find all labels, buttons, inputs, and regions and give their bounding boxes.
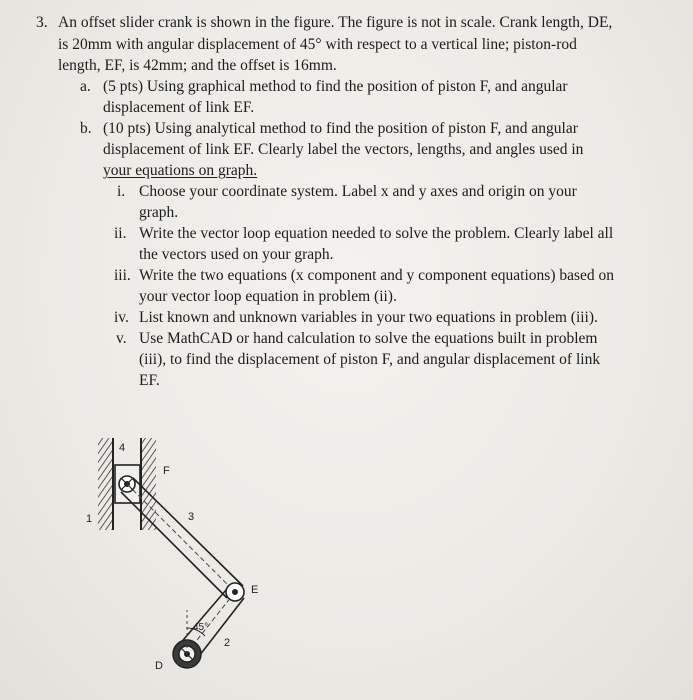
subpart-ii-line-2: the vectors used on your graph.: [139, 246, 334, 263]
subpart-ii-line-1: Write the vector loop equation needed to solve the problem. Clearly label all: [139, 225, 614, 242]
problem-line-3: length, EF, is 42mm; and the offset is 16mm.: [58, 57, 337, 74]
label-F: F: [163, 465, 170, 477]
label-D: D: [155, 660, 163, 672]
part-a-line-2: displacement of link EF.: [103, 99, 255, 116]
part-b-label: b.: [80, 120, 92, 137]
part-b-line-3: your equations on graph.: [103, 162, 258, 179]
label-angle: 45°: [193, 622, 209, 633]
subpart-i-line-1: Choose your coordinate system. Label x and y axes and origin on your: [139, 183, 577, 200]
label-ground-1: 1: [86, 513, 93, 525]
part-a-line-1: (5 pts) Using graphical method to find the position of piston F, and angular: [103, 78, 568, 95]
subpart-v-line-3: EF.: [139, 372, 160, 389]
subpart-iii-label: iii.: [114, 267, 131, 284]
part-b-line-1: (10 pts) Using analytical method to find the position of piston F, and angular: [103, 120, 578, 137]
subpart-v-line-1: Use MathCAD or hand calculation to solve the equations built in problem: [139, 330, 598, 347]
subpart-iii-line-1: Write the two equations (x component and y component equations) based on: [139, 267, 615, 284]
subpart-ii-label: ii.: [114, 225, 127, 242]
subpart-i-label: i.: [117, 183, 126, 200]
subpart-iv-line-1: List known and unknown variables in your two equations in problem (iii).: [139, 309, 598, 326]
label-link4: 4: [119, 442, 126, 454]
subpart-iii-line-2: your vector loop equation in problem (ii).: [139, 288, 397, 305]
connecting-rod: [121, 478, 243, 598]
part-b-line-2: displacement of link EF. Clearly label the vectors, lengths, and angles used in: [103, 141, 584, 158]
subpart-v-label: v.: [116, 330, 127, 347]
problem-line-2: is 20mm with angular displacement of 45° with respect to a vertical line; piston-rod: [58, 36, 577, 53]
subpart-v-line-2: (iii), to find the displacement of piston F, and angular displacement of link: [139, 351, 601, 368]
label-link2: 2: [224, 637, 231, 649]
subpart-i-line-2: graph.: [139, 204, 179, 221]
label-E: E: [251, 584, 259, 596]
subpart-iv-label: iv.: [114, 309, 129, 326]
label-link3: 3: [188, 511, 195, 523]
problem-number: 3.: [36, 14, 48, 31]
problem-line-1: An offset slider crank is shown in the figure. The figure is not in scale. Crank length, DE,: [58, 14, 613, 31]
ground-hatch-left: [98, 438, 112, 530]
part-a-label: a.: [80, 78, 91, 95]
